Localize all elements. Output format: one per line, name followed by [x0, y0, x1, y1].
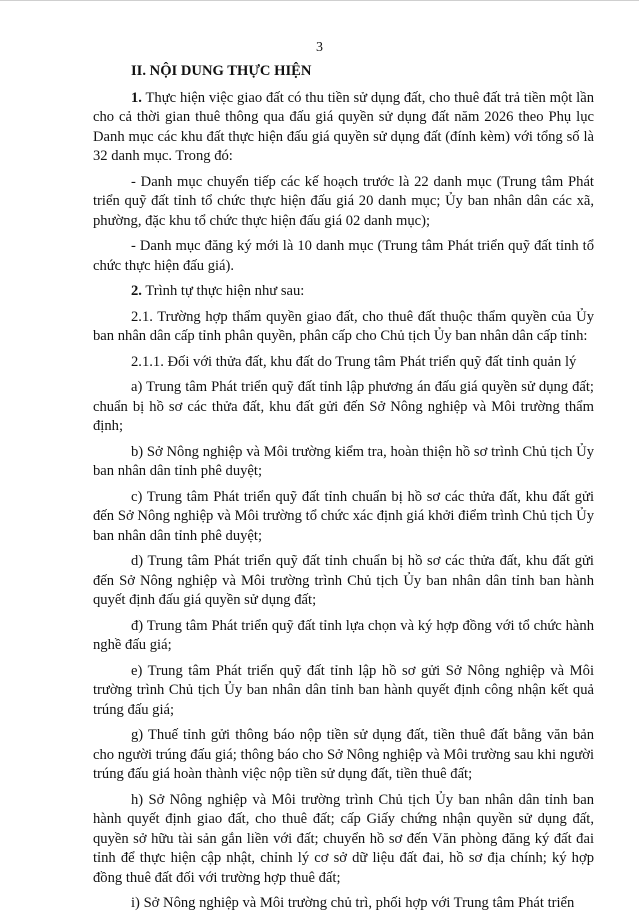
paragraph-1 — [93, 89, 594, 167]
paragraph-4-text: Trình tự thực hiện như sau: — [141, 283, 305, 299]
paragraph-4 — [93, 282, 594, 302]
paragraph-1-text: Thực hiện việc giao đất có thu tiền sử dụng đất, cho thuê đất trả tiền một lần cho cả thời gian thuê thông qua đấu giá quyền sử dụng đất năm 2026 theo Phụ lục Danh mục các khu đất thực hiện đấu giá quyền sử dụng đất (đính kèm) với tổng số là 32 danh mục. Trong đó: — [93, 89, 594, 164]
paragraph-8: b) Sở Nông nghiệp và Môi trường kiểm tra, hoàn thiện hồ sơ trình Chủ tịch Ủy ban nhân dân tỉnh phê duyệt; — [93, 443, 594, 479]
paragraph-10: d) Trung tâm Phát triển quỹ đất tỉnh chuẩn bị hồ sơ các thửa đất, khu đất gửi đến Sở Nông nghiệp và Môi trường trình Chủ tịch Ủy ban nhân dân tỉnh ban hành quyết định đấu giá quyền sử dụng đất; — [93, 553, 594, 608]
paragraph-6: 2.1.1. Đối với thửa đất, khu đất do Trung tâm Phát triển quỹ đất tỉnh quản lý — [131, 353, 577, 370]
paragraph-15: i) Sở Nông nghiệp và Môi trường chủ trì, phối hợp với Trung tâm Phát triển — [131, 895, 575, 911]
page-top-border — [0, 0, 639, 1]
paragraph-13: g) Thuế tỉnh gửi thông báo nộp tiền sử dụng đất, tiền thuê đất bằng văn bản cho người trúng đấu giá; thông báo cho Sở Nông nghiệp và Môi trường sau khi người trúng đấu giá hoàn thành việc nộp tiền sử dụng đất, tiền thuê đất; — [93, 727, 594, 782]
item-number-2: 2. — [131, 283, 142, 299]
item-number-1: 1. — [131, 89, 142, 106]
paragraph-7: a) Trung tâm Phát triển quỹ đất tỉnh lập phương án đấu giá quyền sử dụng đất; chuẩn bị hồ sơ các thửa đất, khu đất gửi đến Sở Nông nghiệp và Môi trường thẩm định; — [93, 379, 594, 434]
paragraph-11: đ) Trung tâm Phát triển quỹ đất tỉnh lựa chọn và ký hợp đồng với tổ chức hành nghề đấu giá; — [93, 617, 594, 653]
paragraph-14: h) Sở Nông nghiệp và Môi trường trình Chủ tịch Ủy ban nhân dân tỉnh ban hành quyết định giao đất, cho thuê đất; cấp Giấy chứng nhận quyền sử dụng đất, quyền sở hữu tài sản gắn liền với đất; chuyển hồ sơ đến Văn phòng đăng ký đất đai tỉnh để thực hiện cập nhật, chỉnh lý cơ sở dữ liệu đất đai, hồ sơ địa chính; ký hợp đồng thuê đất đối với trường hợp thuê đất; — [93, 791, 594, 886]
paragraph-2: - Danh mục chuyển tiếp các kế hoạch trước là 22 danh mục (Trung tâm Phát triển quỹ đất tỉnh tổ chức thực hiện đấu giá 20 danh mục; Ủy ban nhân dân các xã, phường, đặc khu tổ chức thực hiện đấu giá 02 danh mục); — [93, 173, 594, 229]
paragraph-9: c) Trung tâm Phát triển quỹ đất tỉnh chuẩn bị hồ sơ các thửa đất, khu đất gửi đến Sở Nông nghiệp và Môi trường tổ chức xác định giá khởi điểm trình Chủ tịch Ủy ban nhân dân tỉnh phê duyệt; — [93, 488, 594, 544]
page-number: 3 — [316, 40, 323, 55]
paragraph-12: e) Trung tâm Phát triển quỹ đất tỉnh lập hồ sơ gửi Sở Nông nghiệp và Môi trường trình Chủ tịch Ủy ban nhân dân tỉnh ban hành quyết định công nhận kết quả trúng đấu giá; — [93, 662, 594, 718]
section-heading: II. NỘI DUNG THỰC HIỆN — [131, 63, 312, 79]
paragraph-3: - Danh mục đăng ký mới là 10 danh mục (Trung tâm Phát triển quỹ đất tỉnh tổ chức thực hiện đấu giá). — [93, 238, 594, 274]
paragraph-5: 2.1. Trường hợp thẩm quyền giao đất, cho thuê đất thuộc thẩm quyền của Ủy ban nhân dân cấp tỉnh phân quyền, phân cấp cho Chủ tịch Ủy ban nhân dân cấp tỉnh: — [93, 308, 594, 344]
document-body — [93, 62, 594, 920]
